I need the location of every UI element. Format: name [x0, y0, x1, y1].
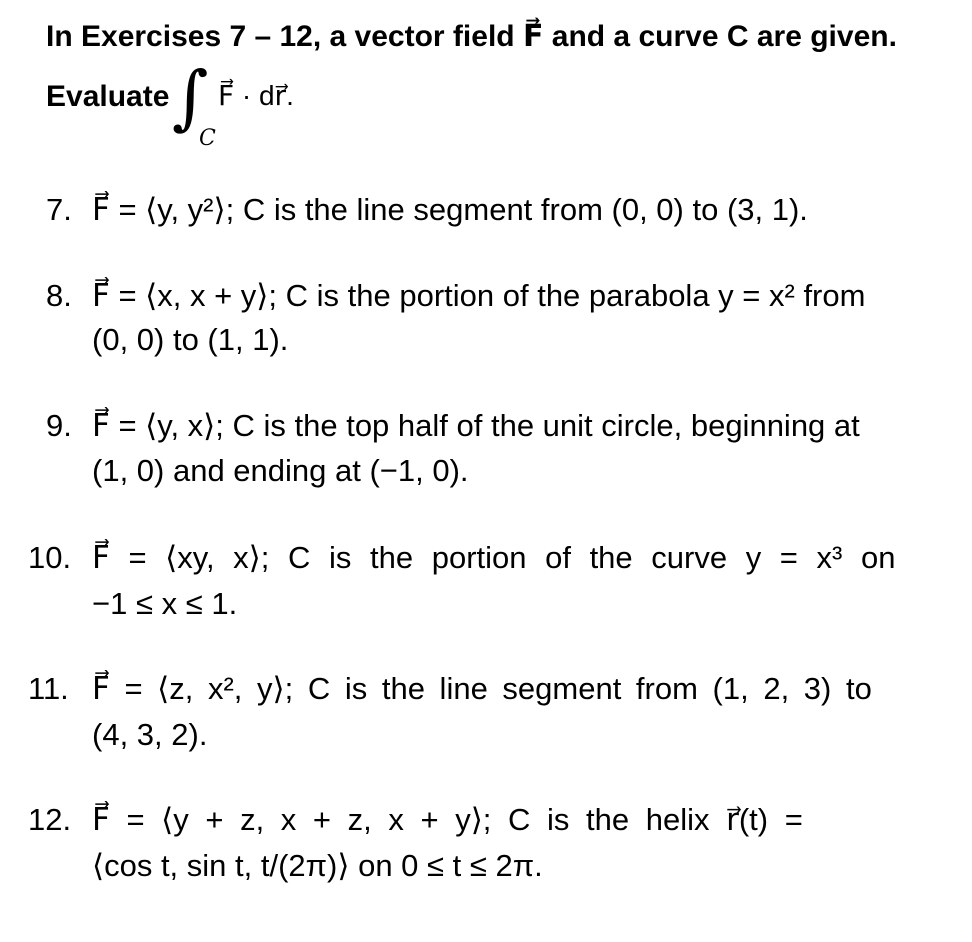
- integral-sign-icon: ∫: [172, 56, 209, 138]
- exercise-number-9: 9.: [46, 408, 72, 443]
- exercise-number-12: 12.: [28, 802, 72, 837]
- exercise-10-text-line2: −1 ≤ x ≤ 1.: [92, 586, 238, 621]
- integral-subscript: C: [199, 126, 216, 151]
- exercise-8-text-line1: F⃗ = ⟨x, x + y⟩; C is the portion of the parabola y = x² from: [92, 278, 866, 313]
- exercise-heading: In Exercises 7 – 12, a vector field F⃗ and a curve C are given.: [46, 20, 897, 53]
- exercise-number-10: 10.: [28, 540, 72, 575]
- exercise-8-text-line2: (0, 0) to (1, 1).: [92, 322, 289, 357]
- exercise-12-text-line2: ⟨cos t, sin t, t/(2π)⟩ on 0 ≤ t ≤ 2π.: [92, 848, 543, 883]
- exercise-10-text-line1: F⃗ = ⟨xy, x⟩; C is the portion of the curve y = x³ on: [92, 540, 896, 575]
- exercise-number-7: 7.: [46, 192, 72, 227]
- integrand: F⃗ · dr⃗.: [218, 80, 294, 111]
- exercise-12-text-line1: F⃗ = ⟨y + z, x + z, x + y⟩; C is the helix r⃗(t) =: [92, 802, 803, 837]
- exercise-11-text-line1: F⃗ = ⟨z, x², y⟩; C is the line segment from (1, 2, 3) to: [92, 671, 872, 706]
- exercise-number-8: 8.: [46, 278, 72, 313]
- exercise-number-11: 11.: [28, 671, 69, 706]
- exercise-11-text-line2: (4, 3, 2).: [92, 717, 208, 752]
- exercise-9-text-line2: (1, 0) and ending at (−1, 0).: [92, 453, 469, 488]
- exercise-7-text: F⃗ = ⟨y, y²⟩; C is the line segment from (0, 0) to (3, 1).: [92, 192, 808, 227]
- exercise-9-text-line1: F⃗ = ⟨y, x⟩; C is the top half of the unit circle, beginning at: [92, 408, 860, 443]
- evaluate-label: Evaluate: [46, 80, 170, 113]
